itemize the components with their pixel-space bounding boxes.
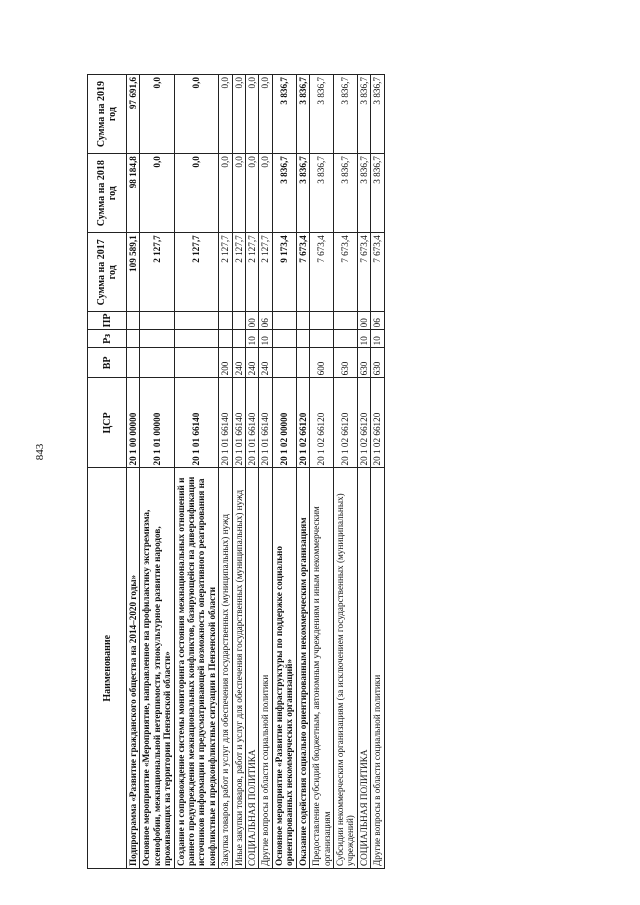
row-vr: 630 [333, 348, 357, 378]
row-sum-2018: 3 836,7 [357, 154, 370, 233]
row-name: Создание и сопровождение системы мониторинга состояния межнациональных отношений и раннего предупреждения межнациональных конфликтов, базирующейся на диверсификации источников информации и предусматривающей возможность оперативного реагирования на конфликтные и предконфликтные ситуации в Пензенской области [174, 468, 219, 869]
row-rz [219, 330, 232, 348]
header-vr: ВР [88, 348, 127, 378]
row-rz: 10 [357, 330, 370, 348]
row-sum-2019: 3 836,7 [272, 75, 296, 154]
row-csr: 20 1 01 66140 [232, 378, 245, 468]
row-csr: 20 1 02 66120 [333, 378, 357, 468]
row-csr: 20 1 01 00000 [140, 378, 174, 468]
row-rz [140, 330, 174, 348]
row-sum-2017: 109 589,1 [127, 233, 140, 312]
table-row [357, 75, 370, 869]
row-vr: 630 [371, 348, 384, 378]
row-pr [219, 312, 232, 330]
row-vr: 630 [357, 348, 370, 378]
row-vr: 240 [232, 348, 245, 378]
row-sum-2019: 97 691,6 [127, 75, 140, 154]
page-number: 843 [34, 443, 46, 461]
row-csr: 20 1 01 66140 [174, 378, 219, 468]
row-name: СОЦИАЛЬНАЯ ПОЛИТИКА [246, 468, 259, 869]
row-sum-2017: 7 673,4 [333, 233, 357, 312]
row-sum-2017: 2 127,7 [174, 233, 219, 312]
row-sum-2018: 0,0 [246, 154, 259, 233]
row-csr: 20 1 00 00000 [127, 378, 140, 468]
row-sum-2017: 2 127,7 [246, 233, 259, 312]
row-sum-2019: 3 836,7 [310, 75, 334, 154]
row-sum-2018: 3 836,7 [333, 154, 357, 233]
table-row [333, 75, 357, 869]
row-rz: 10 [259, 330, 272, 348]
row-vr [272, 348, 296, 378]
row-csr: 20 1 02 66120 [357, 378, 370, 468]
header-csr: ЦСР [88, 378, 127, 468]
row-sum-2018: 0,0 [140, 154, 174, 233]
row-sum-2017: 7 673,4 [357, 233, 370, 312]
row-pr [272, 312, 296, 330]
row-sum-2019: 0,0 [140, 75, 174, 154]
row-sum-2019: 3 836,7 [296, 75, 309, 154]
table-row [371, 75, 384, 869]
row-sum-2018: 0,0 [174, 154, 219, 233]
table-row [296, 75, 309, 869]
row-csr: 20 1 01 66140 [259, 378, 272, 468]
row-sum-2017: 9 173,4 [272, 233, 296, 312]
row-sum-2019: 3 836,7 [333, 75, 357, 154]
row-vr: 240 [259, 348, 272, 378]
budget-table [87, 74, 385, 869]
row-pr [232, 312, 245, 330]
row-pr [140, 312, 174, 330]
row-name: Основное мероприятие «Развитие инфраструктуры по поддержке социально ориентированных некоммерческих организаций» [272, 468, 296, 869]
table-row [232, 75, 245, 869]
header-rz: Рз [88, 330, 127, 348]
row-sum-2018: 3 836,7 [296, 154, 309, 233]
row-sum-2019: 0,0 [232, 75, 245, 154]
row-pr [296, 312, 309, 330]
row-name: Другие вопросы в области социальной политики [371, 468, 384, 869]
row-pr [174, 312, 219, 330]
header-sum-2019: Сумма на 2019 год [88, 75, 127, 154]
row-vr [174, 348, 219, 378]
row-rz [296, 330, 309, 348]
row-sum-2018: 98 184,8 [127, 154, 140, 233]
row-vr: 200 [219, 348, 232, 378]
row-sum-2018: 0,0 [232, 154, 245, 233]
row-sum-2018: 3 836,7 [371, 154, 384, 233]
row-csr: 20 1 01 66140 [219, 378, 232, 468]
row-name: Основное мероприятие «Мероприятие, направленное на профилактику экстремизма, ксенофобии, межнациональной нетерпимости, этнокультурное развитие народов, проживающих на территории Пензенской области» [140, 468, 174, 869]
row-sum-2017: 7 673,4 [296, 233, 309, 312]
row-vr [296, 348, 309, 378]
row-sum-2019: 0,0 [174, 75, 219, 154]
row-pr: 00 [246, 312, 259, 330]
row-sum-2017: 2 127,7 [219, 233, 232, 312]
row-name: Подпрограмма «Развитие гражданского общества на 2014–2020 годы» [127, 468, 140, 869]
row-sum-2017: 2 127,7 [140, 233, 174, 312]
row-sum-2017: 2 127,7 [259, 233, 272, 312]
row-sum-2019: 3 836,7 [357, 75, 370, 154]
row-rz [310, 330, 334, 348]
row-name: Предоставление субсидий бюджетным, автономным учреждениям и иным некоммерческим организациям [310, 468, 334, 869]
row-name: Оказание содействия социально ориентированным некоммерческим организациям [296, 468, 309, 869]
row-pr: 00 [357, 312, 370, 330]
row-name: Другие вопросы в области социальной политики [259, 468, 272, 869]
row-sum-2018: 0,0 [219, 154, 232, 233]
row-sum-2019: 0,0 [259, 75, 272, 154]
table-row [259, 75, 272, 869]
row-vr [140, 348, 174, 378]
table-row [310, 75, 334, 869]
row-sum-2019: 3 836,7 [371, 75, 384, 154]
row-rz: 10 [246, 330, 259, 348]
row-name: Субсидии некоммерческим организациям (за исключением государственных (муниципальных) учреждений) [333, 468, 357, 869]
row-sum-2019: 0,0 [219, 75, 232, 154]
row-csr: 20 1 01 66140 [246, 378, 259, 468]
row-name: Иные закупки товаров, работ и услуг для обеспечения государственных (муниципальных) нужд [232, 468, 245, 869]
row-rz [333, 330, 357, 348]
row-pr [310, 312, 334, 330]
row-sum-2018: 3 836,7 [272, 154, 296, 233]
row-csr: 20 1 02 66120 [371, 378, 384, 468]
row-csr: 20 1 02 66120 [310, 378, 334, 468]
row-sum-2018: 0,0 [259, 154, 272, 233]
header-sum-2017: Сумма на 2017 год [88, 233, 127, 312]
row-name: СОЦИАЛЬНАЯ ПОЛИТИКА [357, 468, 370, 869]
row-sum-2019: 0,0 [246, 75, 259, 154]
row-vr [127, 348, 140, 378]
row-pr: 06 [259, 312, 272, 330]
row-vr: 600 [310, 348, 334, 378]
table-row [174, 75, 219, 869]
row-rz [272, 330, 296, 348]
table-row [246, 75, 259, 869]
row-sum-2017: 7 673,4 [371, 233, 384, 312]
table-row [219, 75, 232, 869]
row-rz: 10 [371, 330, 384, 348]
row-pr [127, 312, 140, 330]
row-vr: 240 [246, 348, 259, 378]
row-sum-2018: 3 836,7 [310, 154, 334, 233]
table-row [140, 75, 174, 869]
table-row [272, 75, 296, 869]
rotated-table-wrapper [87, 74, 537, 869]
row-sum-2017: 7 673,4 [310, 233, 334, 312]
row-rz [232, 330, 245, 348]
row-pr [333, 312, 357, 330]
header-sum-2018: Сумма на 2018 год [88, 154, 127, 233]
header-name: Наименование [88, 468, 127, 869]
row-csr: 20 1 02 00000 [272, 378, 296, 468]
table-header-row [88, 75, 127, 869]
row-pr: 06 [371, 312, 384, 330]
budget-table-area [87, 74, 537, 869]
row-sum-2017: 2 127,7 [232, 233, 245, 312]
row-rz [127, 330, 140, 348]
header-pr: ПР [88, 312, 127, 330]
row-name: Закупка товаров, работ и услуг для обеспечения государственных (муниципальных) нужд [219, 468, 232, 869]
table-row [127, 75, 140, 869]
row-csr: 20 1 02 66120 [296, 378, 309, 468]
row-rz [174, 330, 219, 348]
